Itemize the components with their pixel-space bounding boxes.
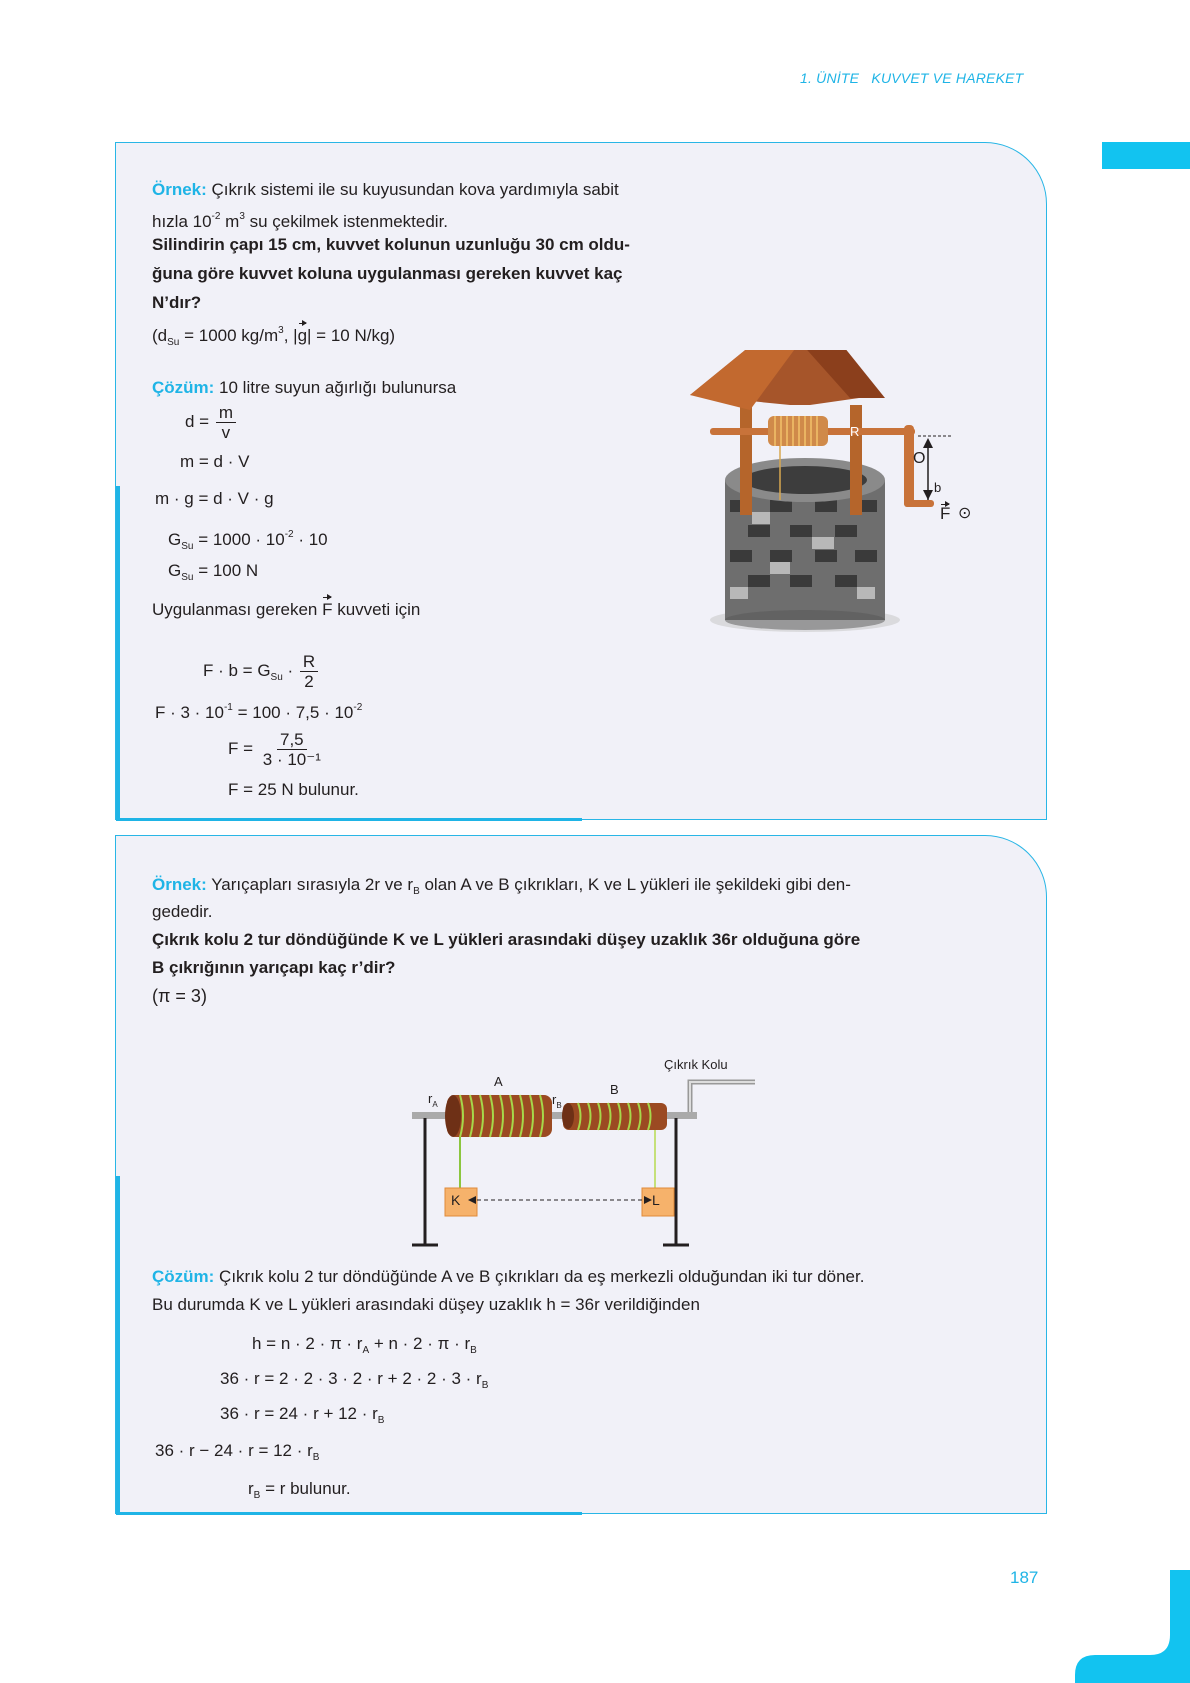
given-values	[152, 321, 395, 353]
superscript: -2	[211, 211, 221, 222]
example1-line-2	[152, 207, 448, 232]
math-text: F = 25 N bulunur.	[228, 780, 359, 799]
text: olan A ve B çıkrıkları, K ve L yükleri ile şekildeki gibi den-	[419, 875, 851, 894]
text: r	[428, 1091, 433, 1106]
example-label: Örnek:	[152, 180, 207, 199]
math-text: G	[168, 530, 182, 549]
text: Çıkrık kolu 2 tur döndüğünde A ve B çıkrıkları da eş merkezli olduğundan iki tur döner.	[214, 1267, 865, 1286]
math-text: , |	[283, 326, 298, 345]
math-text: = r bulunur.	[260, 1479, 351, 1498]
solution-line-2: Bu durumda K ve L yükleri arasındaki düşey uzaklık h = 36r verildiğinden	[152, 1295, 700, 1314]
math-text: 36 · r = 24 · r + 12 · r	[220, 1404, 378, 1423]
drum-a-label: A	[494, 1074, 503, 1089]
numerator: m	[216, 403, 236, 423]
winch-diagram	[400, 1057, 770, 1260]
pivot-label: O	[913, 450, 926, 467]
load-k-label: K	[451, 1192, 461, 1208]
subscript: A	[362, 1345, 370, 1356]
crank-label: Çıkrık Kolu	[664, 1057, 728, 1072]
question-bold: ğuna göre kuvvet koluna uygulanması gereken kuvvet kaç	[152, 264, 623, 283]
math-text: F · 3 · 10	[155, 703, 224, 722]
math-text: Çıkrık sistemi ile su kuyusundan kova yardımıyla sabit	[206, 180, 619, 199]
math-text: 36 · r = 2 · 2 · 3 · 2 · r + 2 · 2 · 3 · r	[220, 1369, 482, 1388]
equation	[220, 1404, 384, 1431]
page-number: 187	[1010, 1568, 1039, 1587]
math-text: = 1000 kg/m	[179, 326, 279, 345]
equation	[248, 1479, 351, 1506]
math-text: · 10	[293, 530, 328, 549]
superscript: -2	[353, 702, 363, 713]
math-text: = 1000 · 10	[193, 530, 285, 549]
arm-length-label: b	[934, 480, 942, 495]
math-text: (d	[152, 326, 168, 345]
numerator: R	[300, 652, 318, 672]
subscript: B	[253, 1490, 261, 1501]
superscript: -2	[284, 529, 294, 540]
math-text: Uygulanması gereken	[152, 600, 323, 619]
subscript: Su	[181, 541, 194, 552]
math-text: hızla 10	[152, 212, 212, 231]
page-corner-decoration	[1075, 1570, 1190, 1683]
math-text: F · b = G	[203, 660, 271, 680]
math-text: m = d · V	[180, 452, 250, 471]
unit-header: 1. ÜNİTE KUVVET VE HAREKET	[800, 70, 1024, 86]
load-l-label: L	[652, 1192, 660, 1208]
equation	[228, 730, 326, 769]
example-label: Örnek:	[152, 875, 207, 894]
math-text: | = 10 N/kg)	[307, 326, 396, 345]
subscript: B	[377, 1415, 385, 1426]
radius-a-label	[428, 1092, 438, 1112]
question-bold: Çıkrık kolu 2 tur döndüğünde K ve L yükleri arasındaki düşey uzaklık 36r olduğuna göre	[152, 930, 861, 949]
math-text: F =	[228, 738, 258, 758]
fraction	[300, 652, 318, 691]
equation	[185, 403, 238, 442]
subscript: B	[413, 886, 420, 897]
example1-line-1	[152, 180, 619, 200]
superscript: 3	[239, 211, 245, 222]
math-text: m	[220, 212, 240, 231]
equation	[252, 1334, 477, 1361]
radius-b-label	[552, 1093, 562, 1113]
math-text: kuvveti için	[332, 600, 421, 619]
subscript: B	[470, 1345, 477, 1356]
vector-symbol: g	[297, 326, 308, 345]
math-text: m · g = d · V · g	[155, 489, 274, 508]
solution-text: 10 litre suyun ağırlığı bulunursa	[214, 378, 457, 397]
math-text: = 100 N	[193, 561, 259, 580]
out-of-page-icon: ⊙	[958, 505, 972, 522]
solution-label: Çözüm:	[152, 378, 215, 397]
math-text: su çekilmek istenmektedir.	[244, 212, 449, 231]
text: r	[552, 1092, 557, 1107]
subscript: B	[481, 1380, 489, 1391]
math-text: 36 · r − 24 · r = 12 · r	[155, 1441, 313, 1460]
solution-intro	[152, 378, 456, 398]
equation	[155, 1441, 319, 1468]
subscript: Su	[167, 337, 180, 348]
accent-bar	[116, 486, 120, 821]
superscript: 3	[278, 325, 284, 336]
equation	[155, 698, 362, 723]
given-pi: (π = 3)	[152, 986, 207, 1006]
superscript: -1	[223, 702, 233, 713]
accent-bar	[116, 818, 582, 821]
denominator: 3 · 10⁻¹	[262, 750, 321, 769]
equation	[168, 561, 258, 588]
equation	[180, 452, 249, 472]
denominator: v	[221, 423, 231, 442]
equation	[220, 1369, 488, 1396]
equation	[203, 652, 320, 691]
denominator: 2	[304, 672, 314, 691]
subscript: Su	[270, 671, 283, 683]
solution-line-1	[152, 1267, 864, 1287]
math-text: G	[168, 561, 182, 580]
math-text: d =	[185, 411, 214, 431]
example2-line-1	[152, 875, 851, 902]
fraction	[216, 403, 236, 442]
force-label: F	[940, 504, 951, 523]
fraction	[260, 730, 324, 769]
question-bold: N’dır?	[152, 293, 202, 312]
subscript: B	[312, 1452, 320, 1463]
drum-b-label: B	[610, 1082, 619, 1097]
well-figure	[690, 350, 980, 640]
equation	[228, 780, 359, 800]
math-text: ·	[282, 660, 298, 680]
math-text: h = n · 2 · π · r	[252, 1334, 363, 1353]
equation	[168, 525, 328, 557]
math-text: = 100 · 7,5 · 10	[232, 703, 354, 722]
subscript: B	[556, 1101, 562, 1110]
question-bold: B çıkrığının yarıçapı kaç r’dir?	[152, 958, 396, 977]
accent-bar	[116, 1176, 120, 1515]
example2-line-2: gededir.	[152, 902, 213, 921]
radius-label: R	[850, 424, 860, 439]
text: Yarıçapları sırasıyla 2r ve r	[206, 875, 414, 894]
subscript: Su	[181, 572, 194, 583]
question-bold: Silindirin çapı 15 cm, kuvvet kolunun uzunluğu 30 cm oldu-	[152, 235, 630, 254]
accent-bar	[116, 1512, 582, 1515]
force-line	[152, 600, 420, 620]
equation	[155, 489, 274, 509]
chapter-tab	[1102, 142, 1190, 169]
vector-symbol: F	[322, 600, 333, 619]
numerator: 7,5	[277, 730, 307, 750]
math-text: + n · 2 · π · r	[369, 1334, 471, 1353]
math-text: r	[248, 1479, 254, 1498]
subscript: A	[432, 1100, 438, 1109]
solution-label: Çözüm:	[152, 1267, 215, 1286]
